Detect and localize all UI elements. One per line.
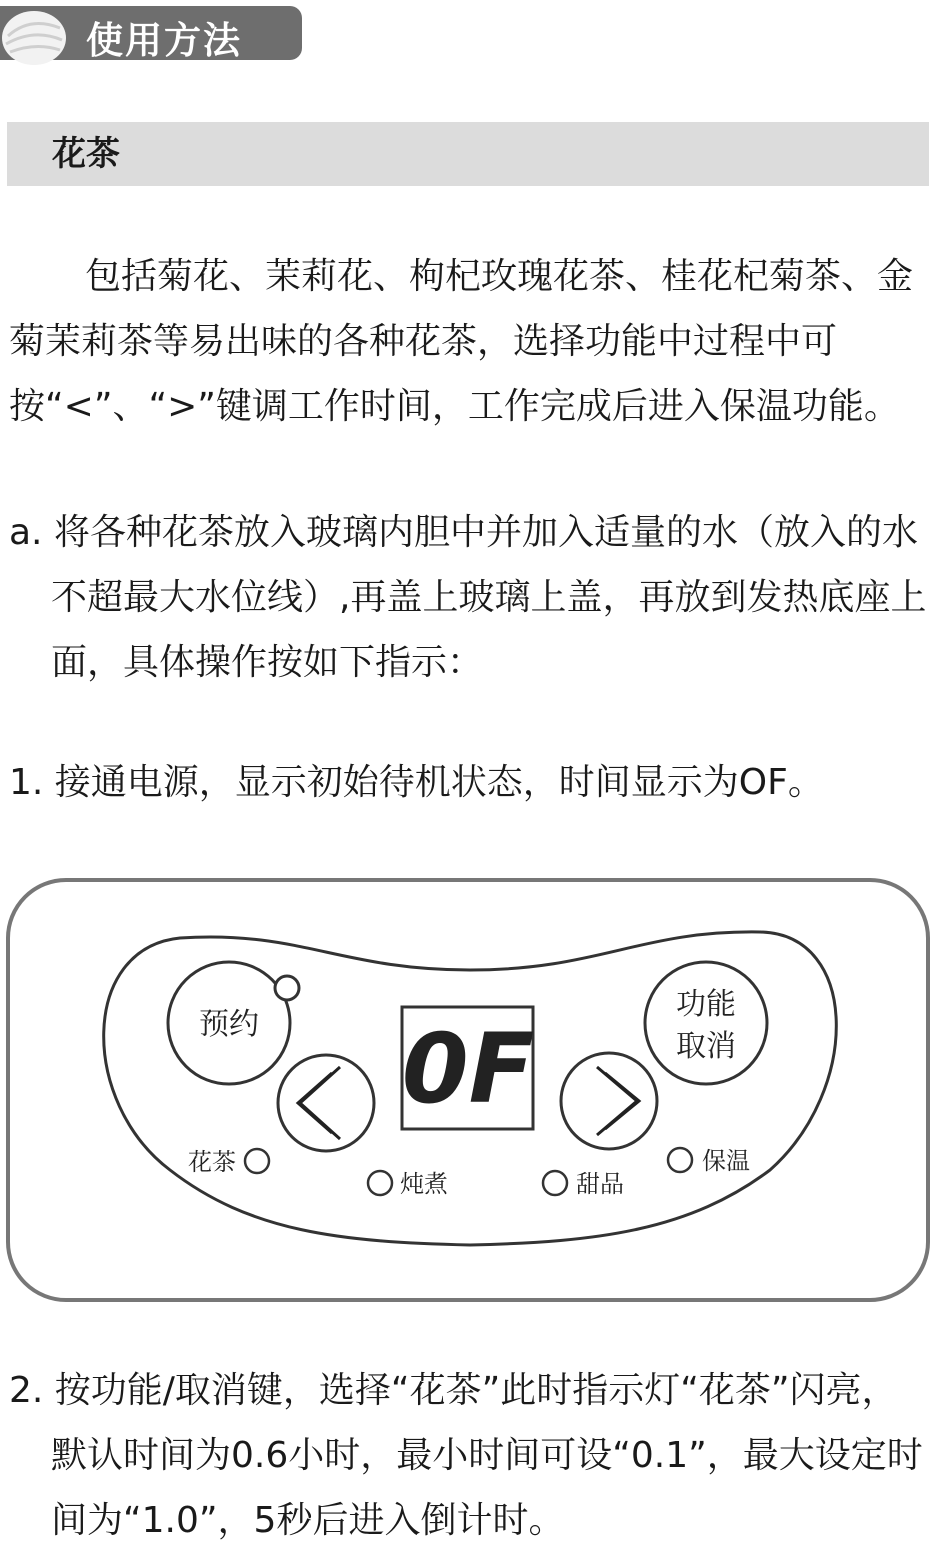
- page-title: 使用方法: [86, 19, 242, 62]
- indicator-dessert: [543, 1170, 624, 1198]
- indicator-dessert-label: 甜品: [576, 1170, 624, 1198]
- step-a-paragraph: a. 将各种花茶放入玻璃内胆中并加入适量的水（放入的水不超最大水位线）,再盖上玻璃上盖，再放到发热底座上面，具体操作按如下指示：: [9, 512, 927, 683]
- indicator-led-icon: [368, 1171, 392, 1195]
- function-button-label-1: 功能: [676, 987, 736, 1022]
- indicator-led-icon: [668, 1148, 692, 1172]
- reserve-button-label: 预约: [199, 1007, 259, 1042]
- intro-paragraph: 包括菊花、茉莉花、枸杞玫瑰花茶、桂花杞菊茶、金菊茉莉茶等易出味的各种花茶，选择功能中过程中可按“<”、“>”键调工作时间，工作完成后进入保温功能。: [9, 256, 914, 427]
- increase-button[interactable]: [561, 1053, 657, 1149]
- header-tab: [0, 6, 302, 60]
- function-button-label-2: 取消: [676, 1029, 736, 1064]
- step-1-paragraph: 1. 接通电源，显示初始待机状态，时间显示为OF。: [9, 762, 824, 803]
- header-brush-icon: [0, 6, 80, 72]
- indicator-stew-label: 炖煮: [400, 1170, 448, 1198]
- reserve-led-icon: [275, 976, 299, 1000]
- indicator-stew: [368, 1170, 448, 1198]
- decrease-button[interactable]: [278, 1055, 374, 1151]
- indicator-led-icon: [543, 1171, 567, 1195]
- control-panel-diagram: [0, 870, 932, 1310]
- display-readout: 0F: [401, 1013, 535, 1125]
- step-2-paragraph: 2. 按功能/取消键，选择“花茶”此时指示灯“花茶”闪亮，默认时间为0.6小时，最小时间可设“0.1”，最大设定时间为“1.0”，5秒后进入倒计时。: [9, 1370, 923, 1541]
- indicator-led-icon: [245, 1149, 269, 1173]
- function-cancel-button[interactable]: [645, 962, 767, 1084]
- section-title: 花茶: [52, 134, 120, 174]
- time-display: [402, 1007, 534, 1129]
- reserve-button[interactable]: [168, 962, 290, 1084]
- indicator-flower-tea: [188, 1148, 269, 1176]
- indicator-flower-tea-label: 花茶: [188, 1148, 236, 1176]
- indicator-keep-warm-label: 保温: [702, 1147, 750, 1175]
- indicator-keep-warm: [668, 1147, 750, 1175]
- section-bar: [7, 122, 929, 186]
